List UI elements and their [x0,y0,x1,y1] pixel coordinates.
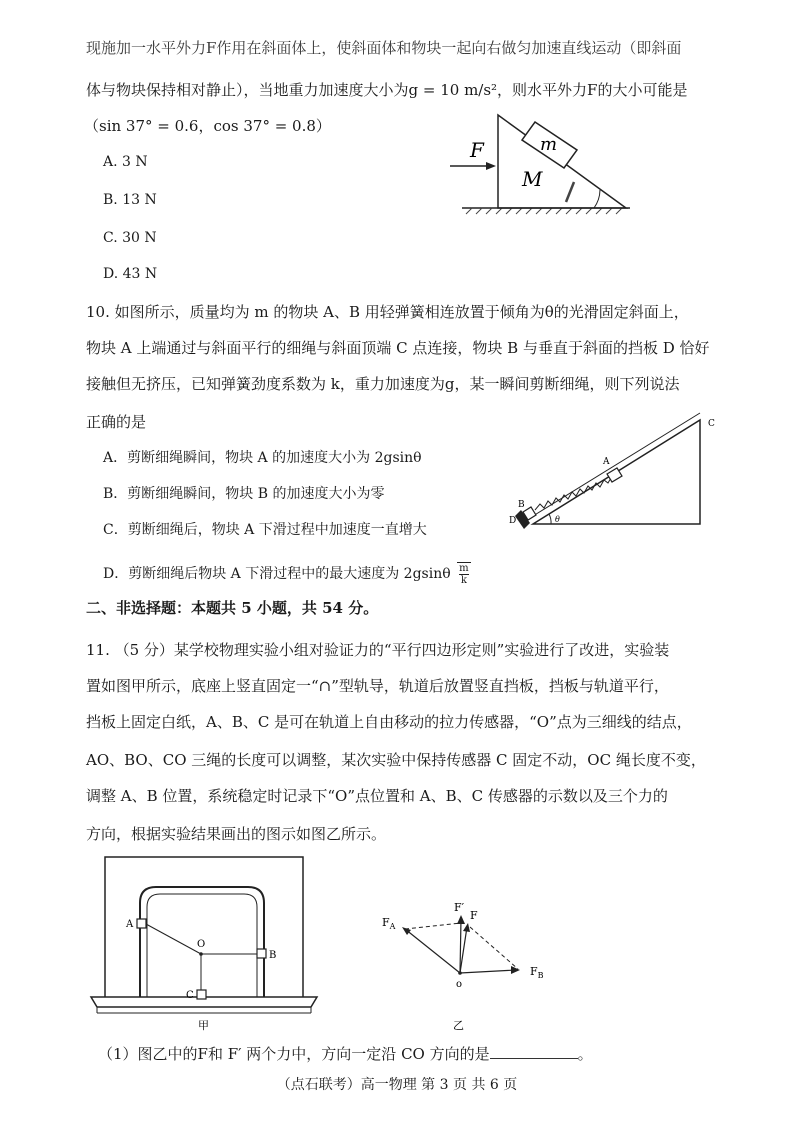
q10-option-d [103,562,471,586]
sqrt-numerator: m [459,563,469,574]
mass-big-m-label: M [522,167,543,191]
q9-line-3: （sin 37° = 0.6，cos 37° = 0.8） [84,117,331,135]
sqrt-expression [457,562,470,586]
force-f-resultant-label: F [470,909,478,922]
q10-line-2: 物块 A 上端通过与斜面平行的细绳与斜面顶端 C 点连接，物块 B 与垂直于斜面的挡板 D 恰好 [86,339,710,357]
mass-m-label: m [540,134,558,155]
q11-line-1: 11. （5 分）某学校物理实验小组对验证力的“平行四边形定则”实验进行了改进，实验装 [86,641,670,659]
sqrt-denominator: k [460,575,467,586]
force-fb-label: $F_B$ [530,965,544,980]
figure-yi-caption: 乙 [453,1019,464,1032]
sensor-a-label: A [126,919,134,930]
q10-option-a: A．剪断细绳瞬间，物块 A 的加速度大小为 2gsinθ [103,450,422,466]
figure-yi [378,895,558,1035]
q11-sub-1 [98,1044,593,1064]
q9-incline-figure [440,110,640,220]
knot-o-label: O [197,939,206,950]
angle-theta-label: θ [555,515,560,524]
q10-option-d-text: D．剪断细绳后物块 A 下滑过程中的最大速度为 2gsinθ [103,566,451,582]
q11-line-5: 调整 A、B 位置，系统稳定时记录下“O”点位置和 A、B、C 传感器的示数以及三个力的 [86,787,668,805]
q9-line-1: 现施加一水平外力F作用在斜面体上，使斜面体和物块一起向右做匀加速直线运动（即斜面 [86,39,682,57]
q9-option-d: D. 43 N [103,266,158,282]
sensor-c-label: C [186,990,194,1001]
force-fa-label: $F_A$ [382,916,396,931]
q10-line-1: 10. 如图所示，质量均为 m 的物块 A、B 用轻弹簧相连放置于倾角为θ的光滑固定斜面上， [86,303,689,321]
q11-line-4: AO、BO、CO 三绳的长度可以调整，某次实验中保持传感器 C 固定不动，OC 绳长度不变， [86,751,706,769]
page-footer: （点石联考）高一物理 第 3 页 共 6 页 [276,1077,518,1093]
point-c-label: C [708,419,715,429]
q11-line-6: 方向，根据实验结果画出的图示如图乙所示。 [86,825,387,843]
q11-line-2: 置如图甲所示，底座上竖直固定一“∩”型轨导，轨道后放置竖直挡板，挡板与轨道平行， [86,677,669,695]
q11-sub-1-text: （1）图乙中的F和 F′ 两个力中，方向一定沿 CO 方向的是 [98,1045,490,1063]
origin-o-label: o [456,979,463,990]
q10-line-4: 正确的是 [86,413,147,431]
q9-option-a: A. 3 N [103,154,148,170]
q11-sub-1-end: 。 [577,1045,593,1063]
block-b-label: B [518,500,525,510]
board-d-label: D [509,516,517,526]
q11-line-3: 挡板上固定白纸，A、B、C 是可在轨道上自由移动的拉力传感器，“O”点为三细线的结点， [86,713,692,731]
q9-line-2: 体与物块保持相对静止），当地重力加速度大小为g = 10 m/s²，则水平外力F的大小可能是 [86,81,688,99]
q9-option-c: C. 30 N [103,230,157,246]
q10-option-c: C．剪断细绳后，物块 A 下滑过程中加速度一直增大 [103,522,427,538]
block-a-label: A [603,457,610,467]
figure-jia [85,855,325,1035]
force-fprime-label: F′ [454,901,465,914]
section-2-title: 二、非选择题：本题共 5 小题，共 54 分。 [86,599,379,617]
q10-line-3: 接触但无挤压，已知弹簧劲度系数为 k，重力加速度为g，某一瞬间剪断细绳，则下列说法 [86,375,680,393]
sensor-b-label: B [269,950,277,961]
force-f-label: F [470,138,484,162]
q10-option-b: B．剪断细绳瞬间，物块 B 的加速度大小为零 [103,486,385,502]
figure-jia-caption: 甲 [198,1019,209,1032]
q9-option-b: B. 13 N [103,192,157,208]
answer-blank[interactable] [490,1044,578,1059]
q10-incline-figure [505,412,720,532]
